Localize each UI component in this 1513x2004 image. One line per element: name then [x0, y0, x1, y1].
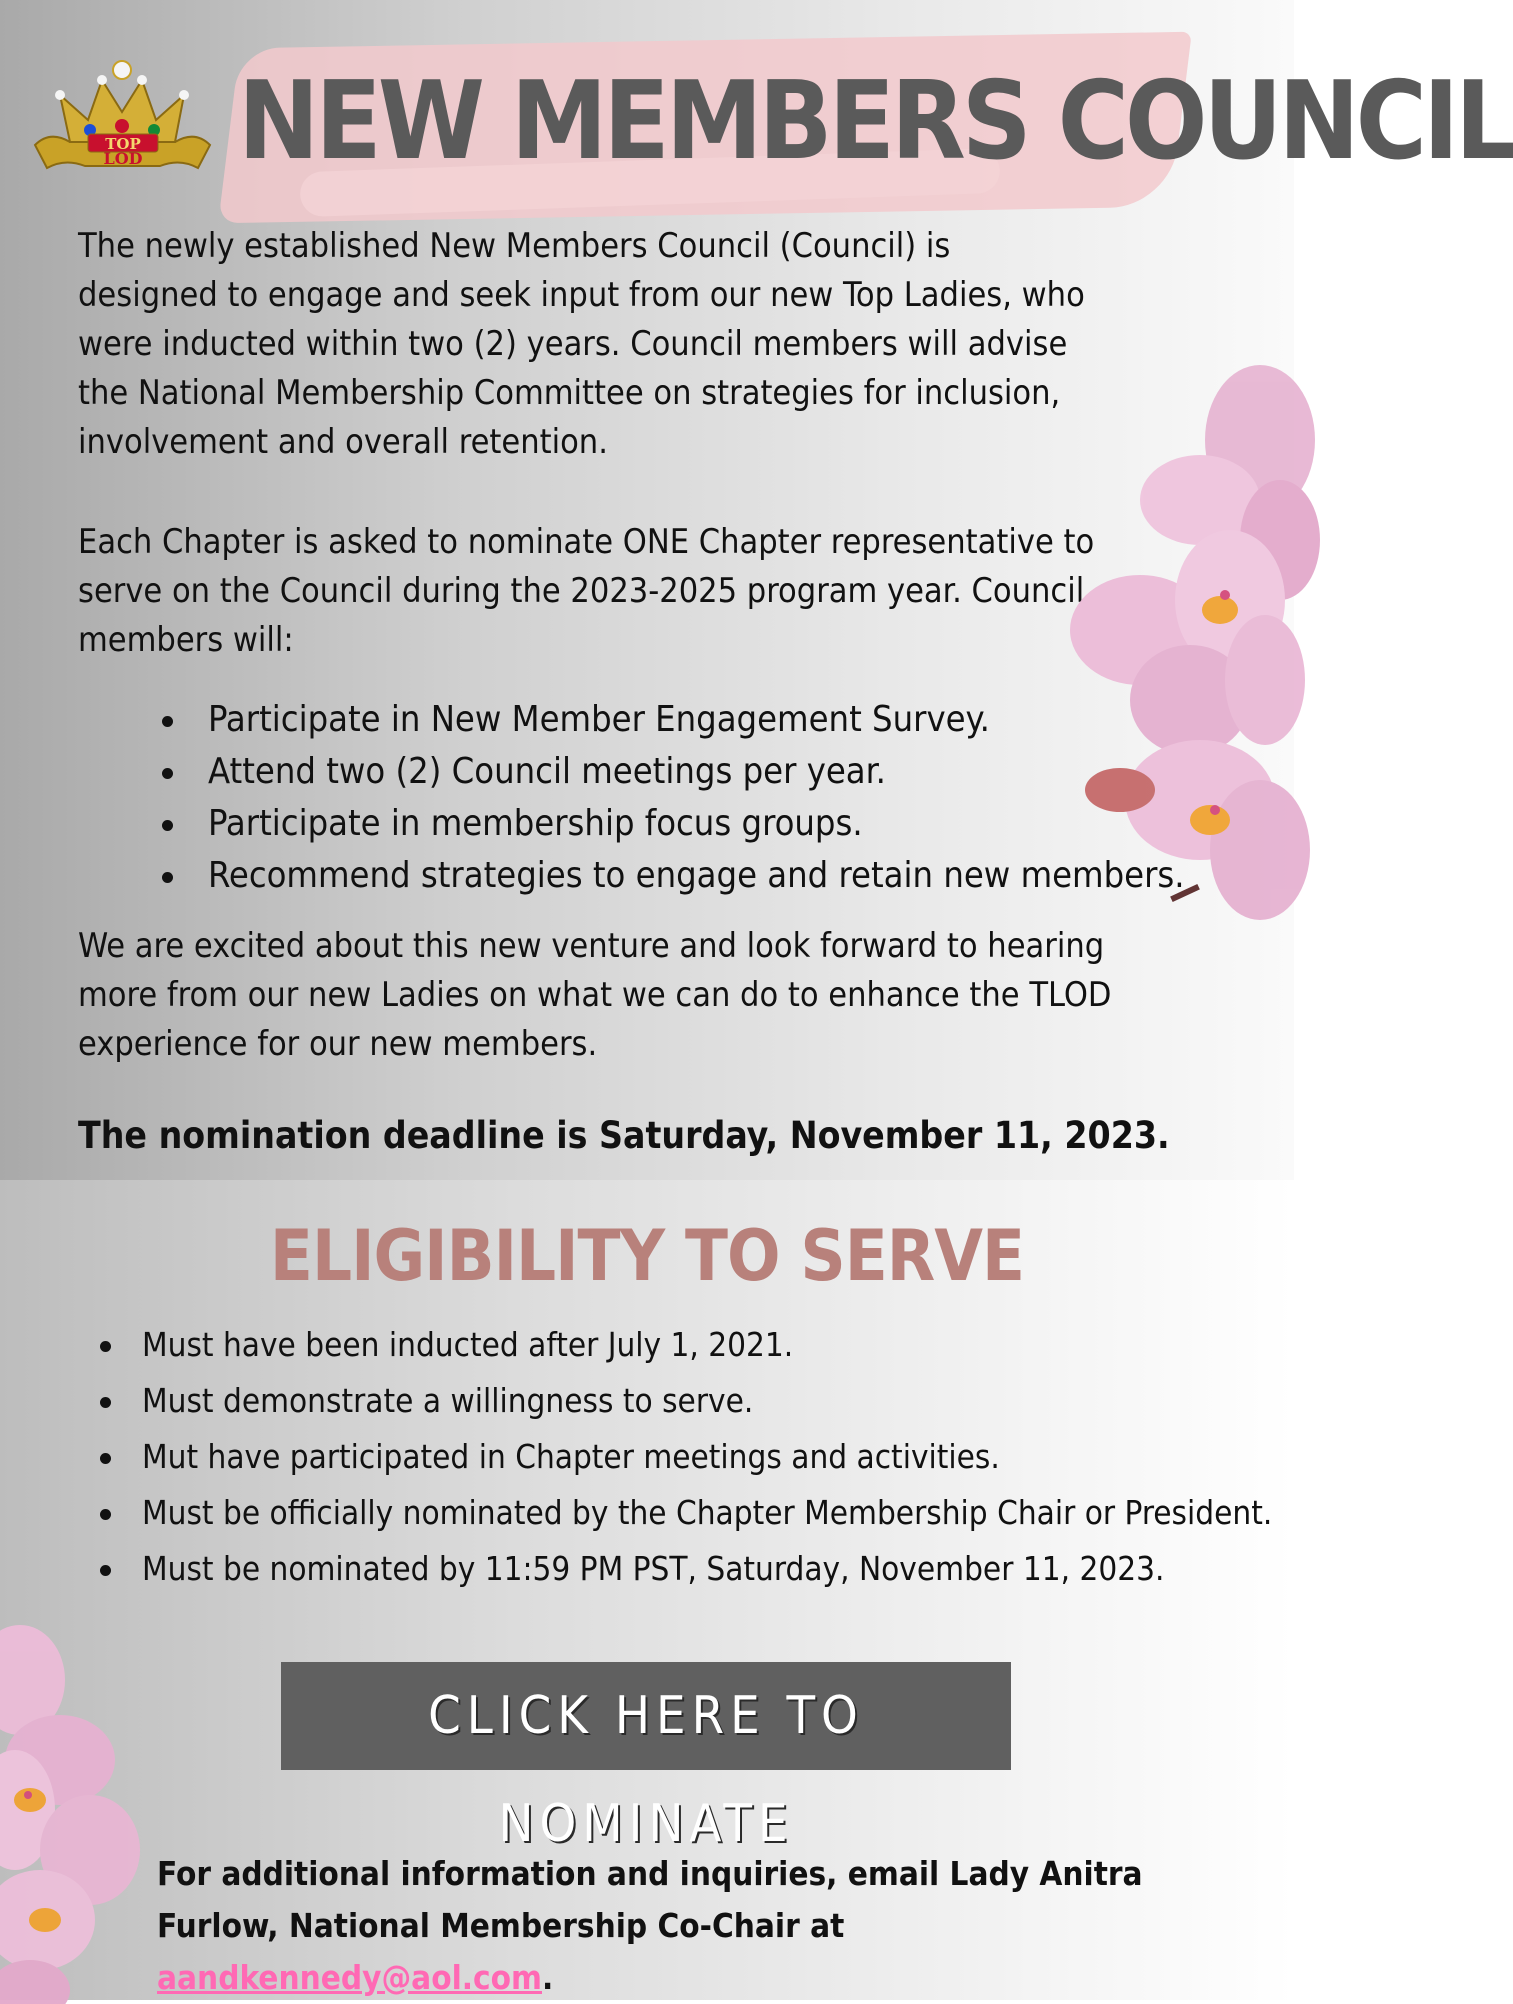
page-title: NEW MEMBERS COUNCIL: [238, 59, 1513, 184]
list-item: Must be officially nominated by the Chapter Membership Chair or President.: [94, 1485, 1272, 1541]
list-item: Participate in New Member Engagement Survey.: [150, 694, 1185, 746]
orchid-flower-right: [1050, 370, 1294, 970]
deadline-text: The nomination deadline is Saturday, November 11, 2023.: [78, 1114, 1170, 1157]
logo-bottom-text: LOD: [103, 149, 143, 168]
intro-paragraph: The newly established New Members Council (Council) is designed to engage and seek input from our new Top Ladies, who were inducted within two (2) years. Council members will advise the National Membership Committee on strategies for inclusion, involvement and overall retention.: [78, 226, 1085, 462]
list-item: Must be nominated by 11:59 PM PST, Saturday, November 11, 2023.: [94, 1541, 1272, 1597]
list-item: Attend two (2) Council meetings per year.: [150, 746, 1185, 798]
eligibility-list: [94, 1317, 1272, 1597]
tlod-crown-logo: [30, 50, 215, 180]
contact-text: For additional information and inquiries, email Lady Anitra Furlow, National Membership Co-Chair at: [157, 1854, 1143, 1945]
closing-paragraph: We are excited about this new venture and look forward to hearing more from our new Ladies on what we can do to enhance the TLOD experience for our new members.: [78, 926, 1112, 1064]
list-item: Recommend strategies to engage and retain new members.: [150, 850, 1185, 902]
logo-top-text: TOP: [105, 135, 141, 153]
contact-end: .: [541, 1958, 554, 1997]
orchid-flower-left: [0, 1620, 150, 2000]
list-item: Participate in membership focus groups.: [150, 798, 1185, 850]
duties-list: [150, 694, 1185, 902]
list-item: Must have been inducted after July 1, 2021.: [94, 1317, 1272, 1373]
nominate-button[interactable]: CLICK HERE TO NOMINATE: [281, 1662, 1011, 1770]
list-item: Must demonstrate a willingness to serve.: [94, 1373, 1272, 1429]
eligibility-heading: ELIGIBILITY TO SERVE: [269, 1215, 1025, 1297]
nomination-paragraph: Each Chapter is asked to nominate ONE Chapter representative to serve on the Council during the 2023-2025 program year. Council members will:: [78, 522, 1095, 660]
contact-info: [157, 1848, 1237, 2004]
list-item: Mut have participated in Chapter meetings and activities.: [94, 1429, 1272, 1485]
email-link[interactable]: aandkennedy@aol.com: [157, 1958, 542, 1997]
